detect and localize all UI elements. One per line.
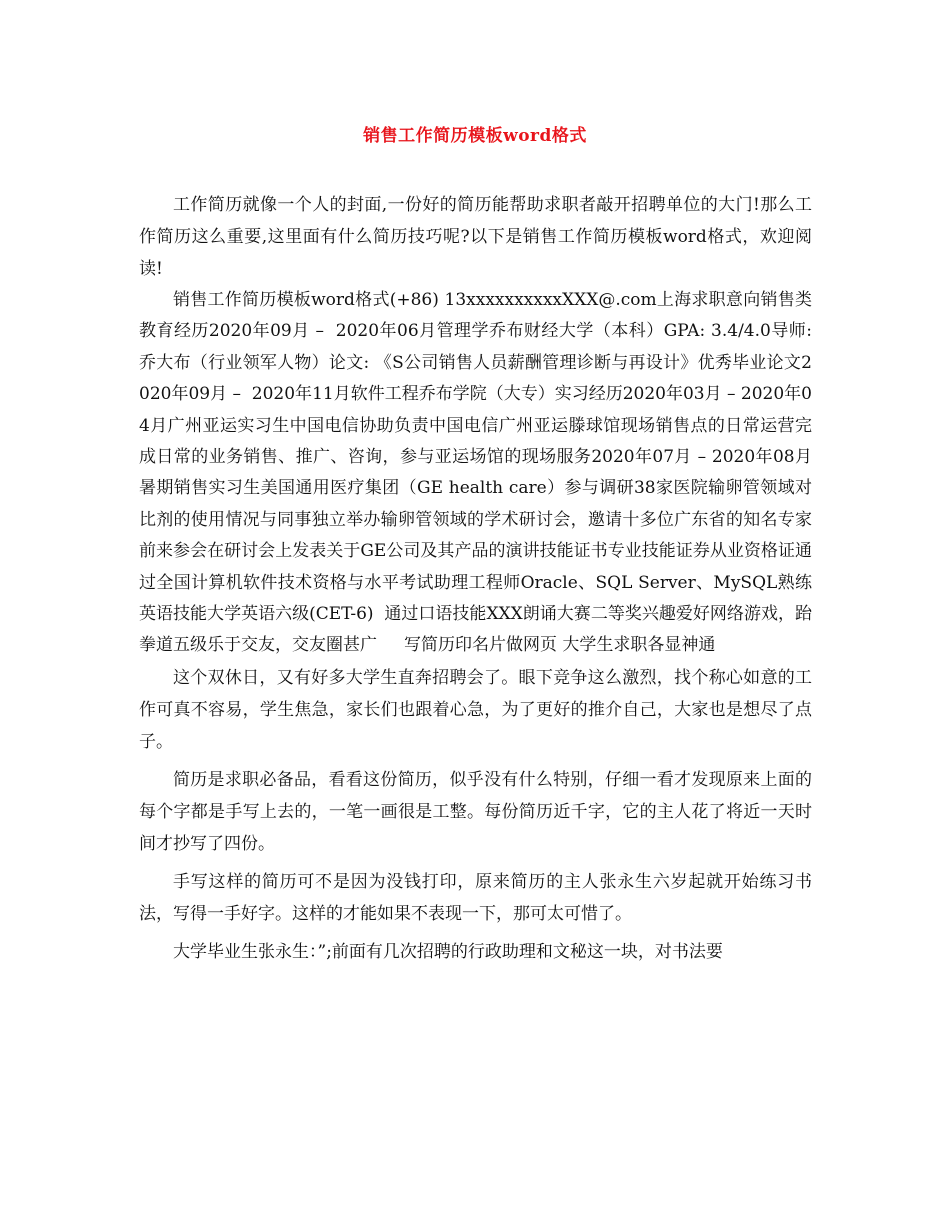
document-title: 销售工作简历模板word格式	[363, 126, 587, 146]
calligraphy-paragraph: 手写这样的简历可不是因为没钱打印，原来简历的主人张永生六岁起就开始练习书法，写得一手好字。这样的才能如果不表现一下，那可太可惜了。	[139, 871, 812, 924]
handwritten-resume-paragraph: 简历是求职必备品，看看这份简历，似乎没有什么特别，仔细一看才发现原来上面的每个字都是手写上去的，一笔一画很是工整。每份简历近千字，它的主人花了将近一天时间才抄写了四份。	[139, 769, 812, 854]
intro-paragraph: 工作简历就像一个人的封面,一份好的简历能帮助求职者敲开招聘单位的大门!那么工作简历这么重要,这里面有什么简历技巧呢?以下是销售工作简历模板word格式，欢迎阅读!	[139, 195, 812, 279]
document-body	[139, 189, 818, 968]
weekend-paragraph: 这个双休日，又有好多大学生直奔招聘会了。眼下竞争这么激烈，找个称心如意的工作可真不容易，学生焦急，家长们也跟着心急，为了更好的推介自己，大家也是想尽了点子。	[139, 667, 812, 752]
quote-paragraph: 大学毕业生张永生：”;前面有几次招聘的行政助理和文秘这一块，对书法要	[173, 941, 723, 962]
resume-paragraph: 销售工作简历模板word格式(+86) 13xxxxxxxxxxXXX@.com上海求职意向销售类教育经历2020年09月 – 2020年06月管理学乔布财经大学（本科）GPA: 3.4/4.0导师: 乔大布（行业领军人物）论文: 《S公司销售人员薪酬管理诊断与再设计》优秀毕业论文2020年09月 – 2020年11月软件工程乔布学院（大专）实习经历2020年03月 – 2020年04月广州亚运实习生中国电信协助负责中国电信广州亚运滕球馆现场销售点的日常运营完成日常的业务销售、推广、咨询，参与亚运场馆的现场服务2020年07月 – 2020年08月暑期销售实习生美国通用医疗集团（GE health care）参与调研38家医院输卵管领域对比剂的使用情况与同事独立举办输卵管领域的学术研讨会，邀请十多位广东省的知名专家前来参会在研讨会上发表关于GE公司及其产品的演讲技能证书专业技能证券从业资格证通过全国计算机软件技术资格与水平考试助理工程师Oracle、SQL Server、MySQL熟练英语技能大学英语六级(CET-6) 通过口语技能XXX朗诵大赛二等奖兴趣爱好网络游戏，跆拳道五级乐于交友，交友圈甚广 写简历印名片做网页 大学生求职各显神通	[139, 290, 818, 656]
